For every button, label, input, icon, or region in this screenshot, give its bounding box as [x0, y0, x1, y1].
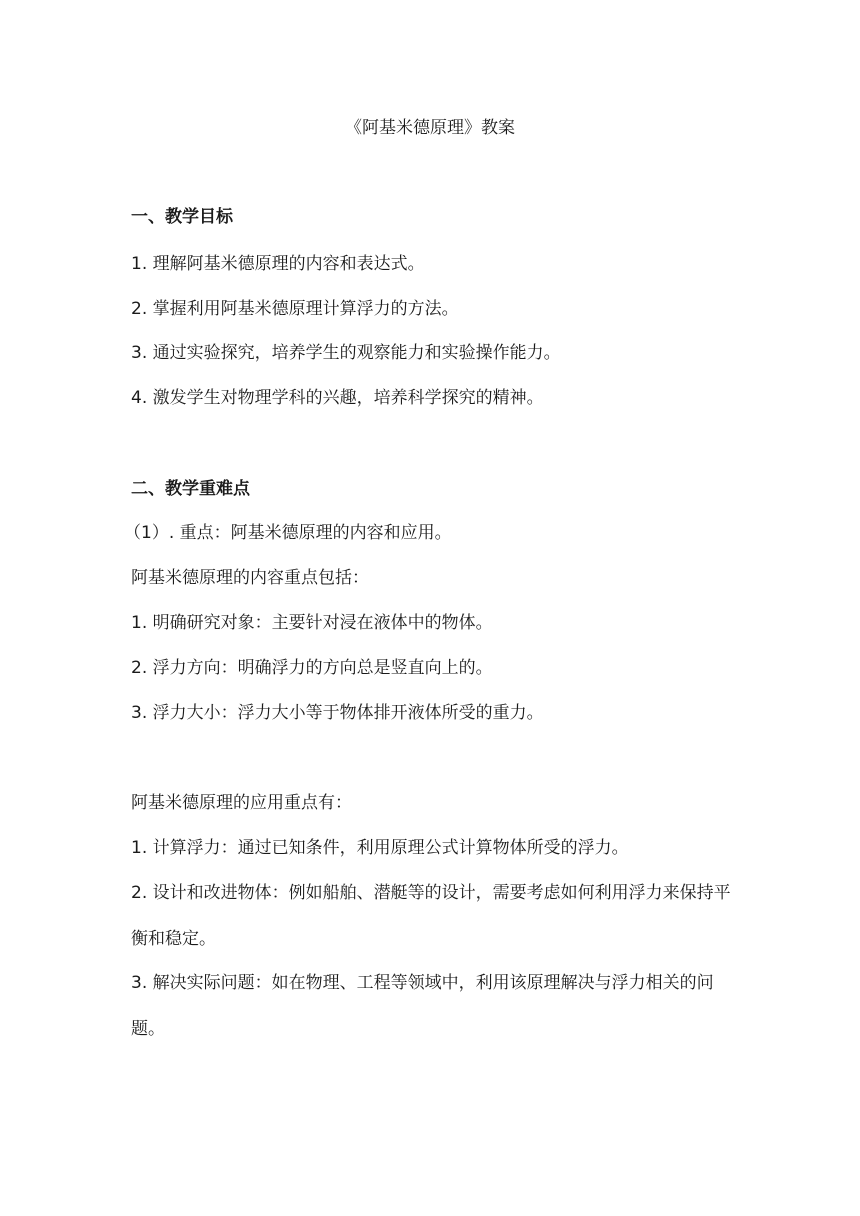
content-intro: 阿基米德原理的内容重点包括： — [131, 568, 369, 588]
content-item: 2. 浮力方向：明确浮力的方向总是竖直向上的。 — [131, 658, 493, 678]
content-item: 3. 浮力大小：浮力大小等于物体排开液体所受的重力。 — [131, 703, 544, 723]
goal-item: 4. 激发学生对物理学科的兴趣，培养科学探究的精神。 — [131, 388, 544, 408]
content-item: 1. 明确研究对象：主要针对浸在液体中的物体。 — [131, 613, 493, 633]
application-intro: 阿基米德原理的应用重点有： — [131, 793, 352, 813]
goal-item: 3. 通过实验探究，培养学生的观察能力和实验操作能力。 — [131, 343, 561, 363]
goal-item: 2. 掌握利用阿基米德原理计算浮力的方法。 — [131, 299, 459, 319]
application-item: 2. 设计和改进物体：例如船舶、潜艇等的设计，需要考虑如何利用浮力来保持平衡和稳定。 — [131, 883, 731, 949]
application-item: 1. 计算浮力：通过已知条件，利用原理公式计算物体所受的浮力。 — [131, 838, 629, 858]
goal-item: 1. 理解阿基米德原理的内容和表达式。 — [131, 254, 425, 274]
document-title: 《阿基米德原理》教案 — [345, 118, 515, 138]
section-heading-teaching-goals: 一、教学目标 — [131, 207, 233, 227]
application-item: 3. 解决实际问题：如在物理、工程等领域中，利用该原理解决与浮力相关的问题。 — [131, 973, 714, 1039]
section-heading-key-difficult-points: 二、教学重难点 — [131, 479, 250, 499]
key-point-line: （1）. 重点：阿基米德原理的内容和应用。 — [124, 523, 452, 543]
